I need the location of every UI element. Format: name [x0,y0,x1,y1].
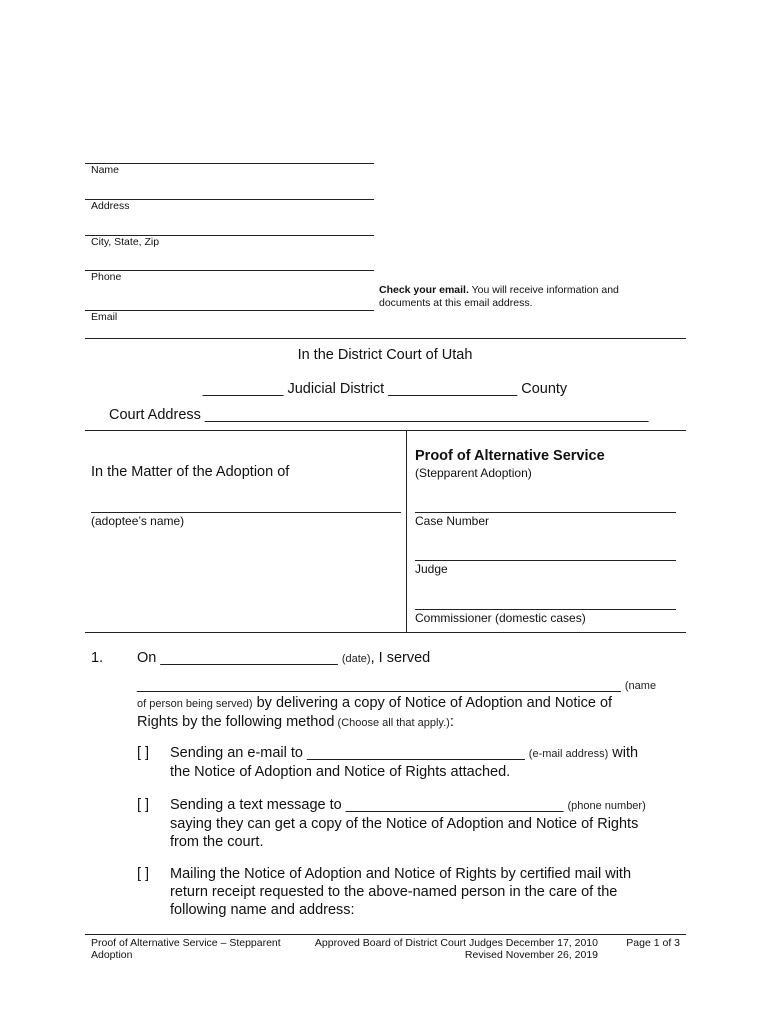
footer-form-title-2: Adoption [91,949,133,961]
email-option-main: Sending an e-mail to ___________________________ [170,745,529,761]
name-label-small: (name [624,680,657,692]
email-option-text [170,744,638,781]
email-line[interactable] [85,310,374,311]
email-option-with: with [608,745,639,761]
email-note-bold: Check your email. [379,284,469,296]
name-line[interactable] [85,163,374,164]
mail-option-line3: following name and address: [170,902,355,918]
commissioner-line[interactable] [415,609,676,610]
item-number: 1. [91,650,104,666]
text-option-checkbox[interactable]: [ ] [137,797,150,813]
phone-label: Phone [91,271,122,283]
footer-left [91,937,281,961]
name-label: Name [91,164,120,176]
choose-all-note: (Choose all that apply.) [334,717,450,729]
person-served-blank[interactable]: ____________________________________________________________ [137,677,621,693]
method-intro [137,694,612,732]
phone-line[interactable] [85,270,374,271]
delivery-text: by delivering a copy of Notice of Adoption and Notice of [252,695,613,711]
footer-form-title: Proof of Alternative Service – Stepparent [91,937,281,949]
text-option-line2: saying they can get a copy of the Notice of Adoption and Notice of Rights [170,816,639,832]
email-option-checkbox[interactable]: [ ] [137,745,150,761]
email-note-line2: documents at this email address. [379,297,533,309]
document-subtitle: (Stepparent Adoption) [415,466,532,480]
method-text: Rights by the following method [137,714,335,730]
item1-served-line [137,650,430,666]
email-label: Email [91,311,118,323]
court-title: In the District Court of Utah [297,347,473,363]
mail-option-checkbox[interactable]: [ ] [137,866,150,882]
method-colon: : [449,714,454,730]
text-option-main: Sending a text message to ___________________________ [170,797,568,813]
text-option-line3: from the court. [170,834,264,850]
adoptee-name-label: (adoptee’s name) [91,514,185,528]
email-address-label: (e-mail address) [528,748,609,760]
matter-label: In the Matter of the Adoption of [91,464,290,480]
mail-option-line2: return receipt requested to the above-named person in the care of the [170,884,618,900]
header-divider [85,338,686,339]
address-label: Address [91,200,130,212]
document-title: Proof of Alternative Service [415,448,605,464]
adoptee-name-line[interactable] [91,512,401,513]
caption-bottom-border [85,632,686,633]
caption-vertical-divider [406,430,407,632]
served-text: , I served [370,650,431,666]
court-address-line[interactable]: Court Address _______________________________________________________ [109,407,649,423]
caption-top-border [85,430,686,431]
mail-option-line1: Mailing the Notice of Adoption and Notice of Rights by certified mail with [170,866,632,882]
footer-revised: Revised November 26, 2019 [464,949,598,961]
footer-center [300,937,598,961]
judicial-district-line[interactable]: __________ Judicial District ________________ County [202,381,568,397]
date-label: (date) [341,653,371,665]
footer-divider [85,934,686,935]
footer-approved: Approved Board of District Court Judges December 17, 2010 [314,937,598,949]
judge-label: Judge [415,562,448,576]
on-text: On [137,650,157,666]
email-note-line1: You will receive information and [468,284,619,296]
city-state-zip-label: City, State, Zip [91,236,160,248]
mail-option-text [170,865,631,919]
judge-line[interactable] [415,560,676,561]
email-note [379,284,669,310]
case-number-line[interactable] [415,512,676,513]
case-number-label: Case Number [415,514,490,528]
page-number: Page 1 of 3 [626,937,680,949]
text-option-text [170,796,646,851]
date-blank[interactable]: ______________________ [156,650,342,666]
commissioner-label: Commissioner (domestic cases) [415,611,586,625]
phone-number-label: (phone number) [567,800,646,812]
email-option-line2: the Notice of Adoption and Notice of Rights attached. [170,764,511,780]
person-served-label: of person being served) [137,698,253,710]
person-served-line [137,677,656,693]
